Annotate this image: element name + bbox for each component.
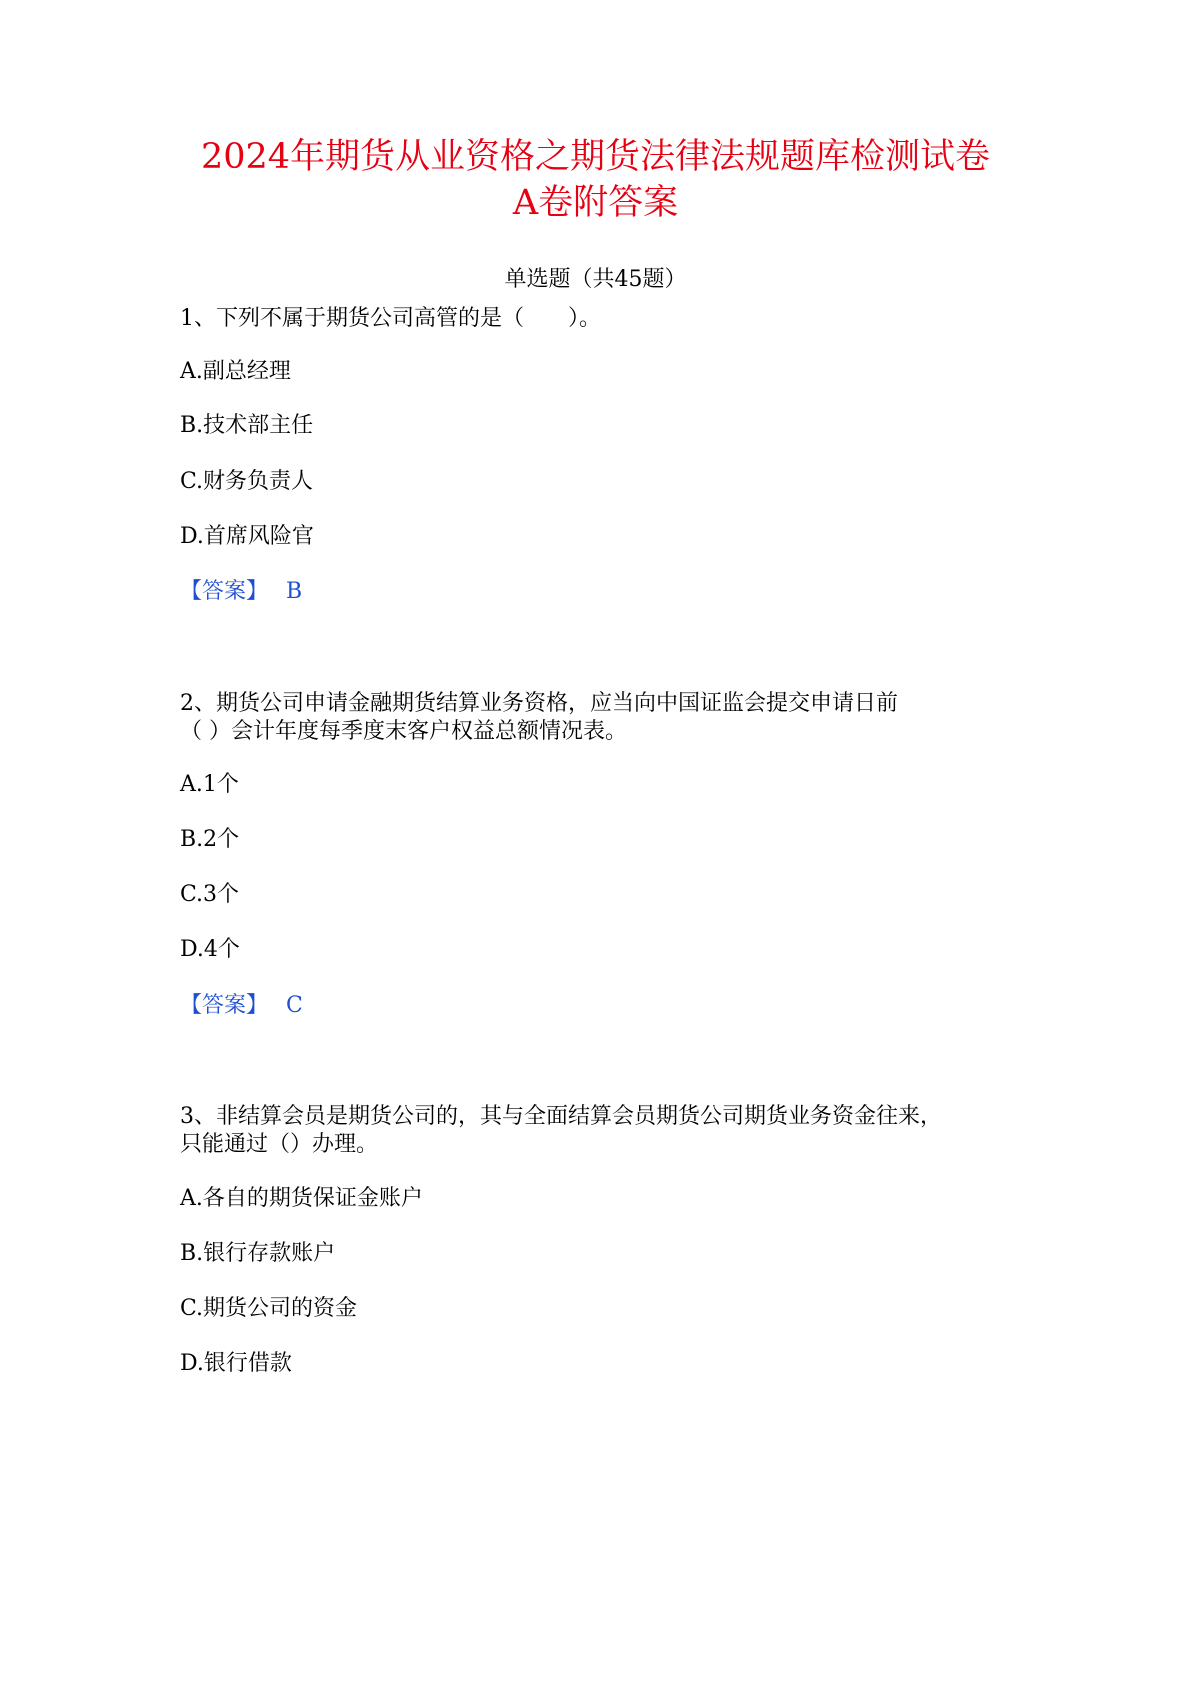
question-1-option-a: A.副总经理: [180, 359, 291, 384]
question-2-option-d: D.4个: [180, 937, 240, 962]
question-2-stem-line-1: 2、期货公司申请金融期货结算业务资格，应当向中国证监会提交申请日前: [180, 691, 898, 716]
question-1-option-c: C.财务负责人: [180, 469, 314, 494]
question-3-option-a: A.各自的期货保证金账户: [180, 1186, 423, 1211]
answer-value: B: [286, 579, 303, 604]
document-title-line-2: A卷附答案: [512, 183, 679, 223]
answer-label: 【答案】: [180, 993, 269, 1018]
question-1-stem: 1、下列不属于期货公司高管的是（ ）。: [180, 306, 601, 331]
question-1-answer: [180, 577, 302, 607]
question-2-option-b: B.2个: [180, 827, 240, 852]
question-3-option-d: D.银行借款: [180, 1351, 292, 1376]
question-2-answer: [180, 991, 303, 1021]
question-3-stem-line-2: 只能通过（）办理。: [180, 1132, 379, 1157]
question-3-stem-line-1: 3、非结算会员是期货公司的，其与全面结算会员期货公司期货业务资金往来，: [180, 1104, 942, 1129]
question-1-option-d: D.首席风险官: [180, 524, 314, 549]
question-3-option-c: C.期货公司的资金: [180, 1296, 358, 1321]
answer-label: 【答案】: [180, 579, 269, 604]
question-2-option-a: A.1个: [180, 772, 239, 797]
answer-value: C: [286, 993, 303, 1018]
question-2-stem-line-2: （ ）会计年度每季度末客户权益总额情况表。: [180, 719, 627, 744]
question-2-option-c: C.3个: [180, 882, 240, 907]
question-1-option-b: B.技术部主任: [180, 413, 314, 438]
section-heading: 单选题（共45题）: [504, 267, 687, 292]
question-3-option-b: B.银行存款账户: [180, 1241, 336, 1266]
document-title-line-1: 2024年期货从业资格之期货法律法规题库检测试卷: [200, 137, 991, 177]
